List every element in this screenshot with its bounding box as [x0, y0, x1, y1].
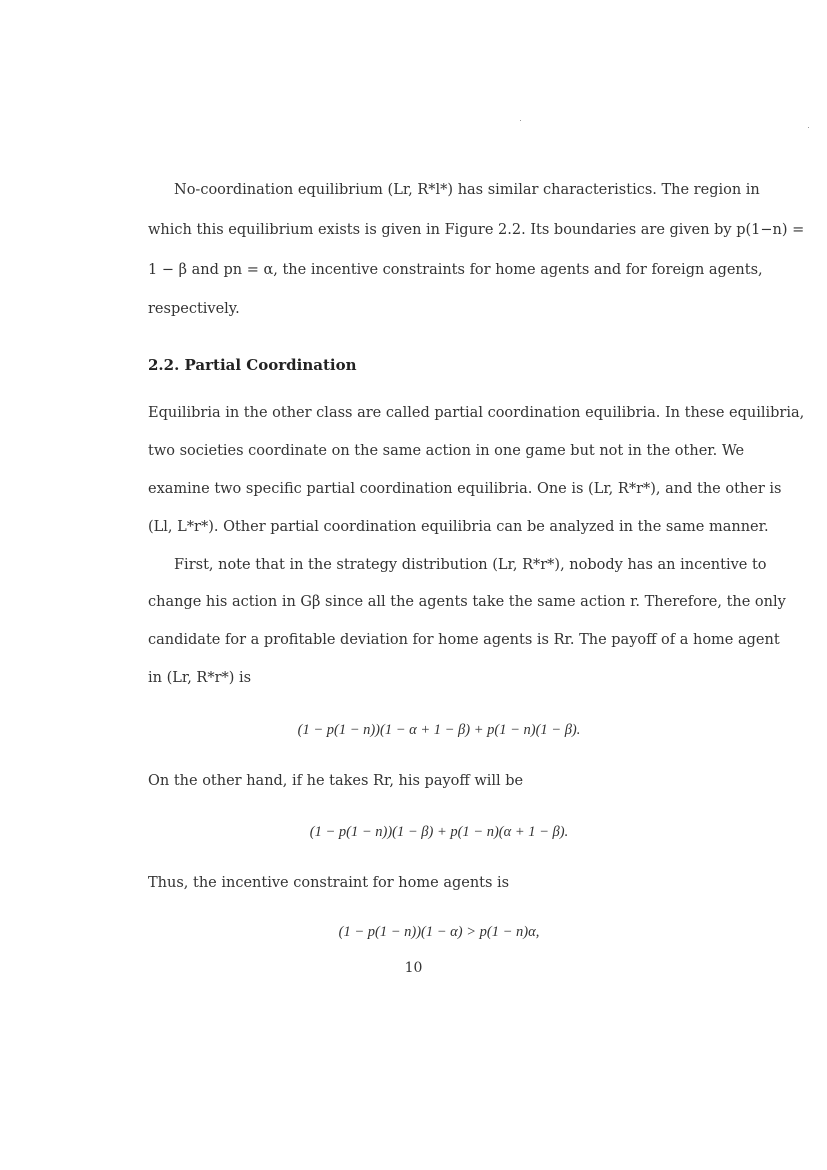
- equation: (1 − p(1 − n))(1 − α + 1 − β) + p(1 − n)(1 − β).: [297, 722, 581, 738]
- paragraph-line: candidate for a profitable deviation for home agents is Rr. The payoff of a home agent: [148, 632, 780, 648]
- page-number: 10: [404, 960, 423, 976]
- paragraph-line: No-coordination equilibrium (Lr, R*l*) has similar characteristics. The region in: [174, 182, 760, 198]
- section-heading: 2.2. Partial Coordination: [148, 356, 357, 374]
- paragraph-line: in (Lr, R*r*) is: [148, 670, 252, 686]
- paragraph-line: two societies coordinate on the same action in one game but not in the other. We: [148, 443, 745, 459]
- equation: (1 − p(1 − n))(1 − α) > p(1 − n)α,: [338, 924, 540, 940]
- paragraph-line: 1 − β and pn = α, the incentive constraints for home agents and for foreign agents,: [148, 262, 763, 278]
- equation: (1 − p(1 − n))(1 − β) + p(1 − n)(α + 1 − β).: [309, 824, 569, 840]
- paragraph-line: Thus, the incentive constraint for home agents is: [148, 875, 510, 891]
- paragraph-line: which this equilibrium exists is given in Figure 2.2. Its boundaries are given by p(1−n) =: [148, 222, 805, 238]
- paragraph-line: First, note that in the strategy distribution (Lr, R*r*), nobody has an incentive to: [174, 557, 767, 573]
- paragraph-line: (Ll, L*r*). Other partial coordination equilibria can be analyzed in the same manner.: [148, 519, 769, 535]
- paragraph-line: change his action in Gβ since all the agents take the same action r. Therefore, the only: [148, 594, 786, 610]
- paragraph-line: respectively.: [148, 301, 240, 317]
- scan-speck: [520, 120, 521, 121]
- paragraph-line: Equilibria in the other class are called partial coordination equilibria. In these equilibria,: [148, 405, 805, 421]
- paragraph-line: examine two specific partial coordination equilibria. One is (Lr, R*r*), and the other is: [148, 481, 782, 497]
- scan-speck: [808, 127, 809, 128]
- paragraph-line: On the other hand, if he takes Rr, his payoff will be: [148, 773, 524, 789]
